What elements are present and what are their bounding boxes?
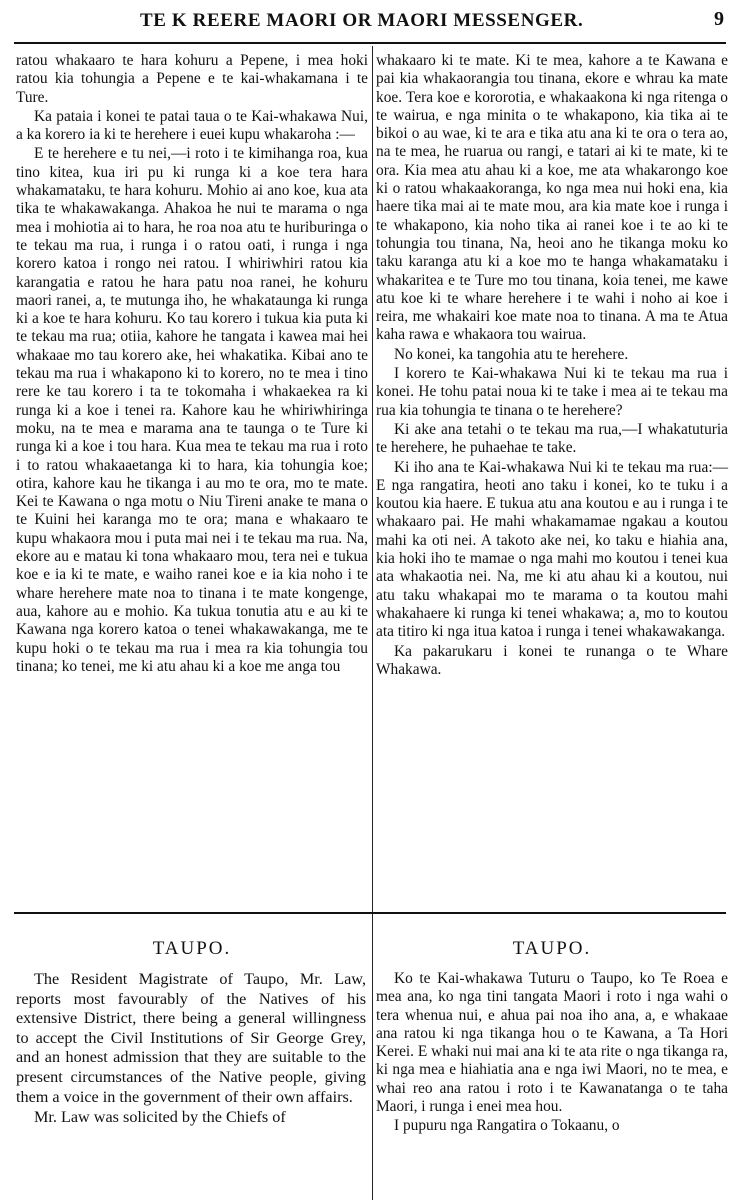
paragraph: I pupuru nga Rangatira o Tokaanu, o	[394, 1117, 620, 1135]
section-heading-maori: TAUPO.	[512, 938, 592, 959]
section-heading-english: TAUPO.	[152, 938, 232, 959]
masthead-title: TE K REERE MAORI OR MAORI MESSENGER.	[140, 10, 584, 31]
section-rule	[14, 912, 726, 914]
paragraph: Ki ake ana tetahi o te tekau ma rua,—I whakatuturia te herehere, he puhaehae te take.	[376, 420, 728, 457]
header-rule	[14, 42, 726, 44]
paragraph: Ki iho ana te Kai-whakawa Nui ki te tekau ma rua:—E nga rangatira, heoti ano taku i konei, ko te tuku i a koutou kia haere. E tukua atu ana koutou e au i runga i te whakaaro pai. He mahi whakamamae ngakau a koutou mahi ka oti nei. A takoto ake nei, ko taku e hiahia ana, kia hoki iho te mamae o nga mahi mo koutou i tenei kua ata whakaotia nei. Na, me ki atu ahau ki a koutou, nui atu taku whakapai mo te marama o ta koutou mahi whakahaere ki runga ki tenei whakawa; a, mo to koutou ata titiro ki nga itua katoa i runga i tenei whakawakanga.	[376, 458, 728, 641]
right-column-maori-text	[376, 52, 728, 912]
paragraph: No konei, ka tangohia atu te herehere.	[394, 345, 629, 363]
column-divider	[372, 46, 373, 1200]
paragraph: E te herehere e tu nei,—i roto i te kimihanga roa, kua tino kitea, kua iri pu ki runga ki a koe tera hara whakamataku, te hara kohuru. Mohio ai ano koe, kua ata tika te whakawakanga. Ahakoa he nui te marama o nga mea i mohiotia ai to hara, he roa noa atu te huriburinga o te tekau ma rua, i runga i o ratou oati, i runga i nga korero katoa i rongo nei ratou. I whiriwhiri ratou kia karangatia e ratou he hara patu noa ranei, he kohuru maori ranei, a, te mutunga iho, he whakataunga ki runga ki a koe te hara kohuru. Ko tau korero i tukua kia puta ki te tekau ma rua; otiia, kahore he tangata i kawea mai hei whakaae mo tau korero ake, hei whakatika. Kibai ano te tekau ma rua i whakapono ki to korero, no te mea i tino rere ke tau korero i ta te tokomaha i whakaekea ra ki runga ki a koe i tenei ra. Kahore kau he whiriwhiringa moku, na te mea e marama ana te taunga o te Ture ki runga ki a koe i tou hara. Kua mea te tekau ma rua i roto i to ratou whakaaetanga ki to hara, kia tohungia koe; otira, kahore kau he tikanga i au mo te ora, mo te mate. Kei te Kawana o nga motu o Niu Tireni anake te mana o te Kuini hei karanga mo te ora; mana e whakaaro te kupu whakaora mou i puta mai nei i te tekau ma rua. Na, ekore au e matau ki tona whakaaro mou, tera nei e tukua koe e ia ki te mate, e waiho ranei koe e ia kia noho i te whare herehere mate noa to tinana i te mate kongenge, aua, kahore au e mohio. Ka tukua tonutia atu e au ki te Kawana nga korero katoa o tenei whakawakanga, me te kupu hoki o te tekau ma rua i mea ra kia tohungia tou tinana; ko tenei, me ki atu ahau ki a koe me anga tou	[16, 145, 368, 675]
paragraph: Mr. Law was solicited by the Chiefs of	[34, 1108, 286, 1127]
paragraph: The Resident Magistrate of Taupo, Mr. Law, reports most favourably of the Natives of his extensive District, there being a general willingness to accept the Civil Institutions of Sir George Grey, and an honest admission that they are suitable to the present circumstances of the Native people, giving them a voice in the government of their own affairs.	[16, 970, 366, 1106]
page-number: 9	[714, 8, 724, 30]
paragraph: Ko te Kai-whakawa Tuturu o Taupo, ko Te Roea e mea ana, ko nga tini tangata Maori i roto i nga wahi o tera whenua nui, e ahua pai noa iho ana, a, e whakaae ana ratou ki nga tikanga hou o te Kawana, a Ta Hori Kerei. E whaki nui mai ana ki te ata rite o nga tikanga ra, ki nga mea e hiahiatia ana e nga iwi Maori, no te mea, e whai reo ana ratou i roto i te Kawanatanga o te taha Maori, i runga i enei mea hou.	[376, 970, 728, 1116]
paragraph: ratou whakaaro te hara kohuru a Pepene, i mea hoki ratou kia tohungia a Pepene e te kai-whakamana i te Ture.	[16, 52, 368, 106]
left-column-maori-text	[16, 52, 368, 912]
paragraph: Ka pataia i konei te patai taua o te Kai-whakawa Nui, a ka korero ia ki te herehere i euei kupu whakaroha :—	[16, 107, 368, 144]
maori-article	[376, 970, 728, 1200]
english-article	[16, 970, 366, 1200]
paragraph: I korero te Kai-whakawa Nui ki te tekau ma rua i konei. He tohu patai noua ki te take i mea ai te tekau ma rua kia tohungia te tinana o te herehere?	[376, 365, 728, 419]
page-header	[0, 6, 732, 34]
paragraph: Ka pakarukaru i konei te runanga o te Whare Whakawa.	[376, 642, 728, 678]
paragraph: whakaaro ki te mate. Ki te mea, kahore a te Kawana e pai kia whakaorangia tou tinana, ekore e whrau ka mate koe. Tera koe e kororotia, e whakaakona ki nga ritenga o te wairua, e nga minita o te whakapono, kia tika ai te bikoi o au wae, ki te ara e tika atu ana ki te ora o tera ao, na te mea, he ruarua ou rangi, e tatari ai ki te mate, ki te ora. Kia mea atu ahau ki a koe, me ata whakarongo koe ki o ratou whakaakoranga, ko nga mea nui hoki ena, kia haere tika mai ai te mate mou, ara kia mate koe i runga i te whakapono, kia noho tika ai ranei koe i te ao ki te tohungia tou tinana, Na, heoi ano he tikanga moku ko taku karanga atu ki a koe mo te hanga whakamataku i whakaritea e te Ture mo tou tinana, koia tenei, me kawe atu koe ki te whare herehere i te wahi i noho ai koe i reira, me whakairi koe mate noa to tinana. A ma te Atua kaha rawa e whakaora tou wairua.	[376, 52, 728, 344]
